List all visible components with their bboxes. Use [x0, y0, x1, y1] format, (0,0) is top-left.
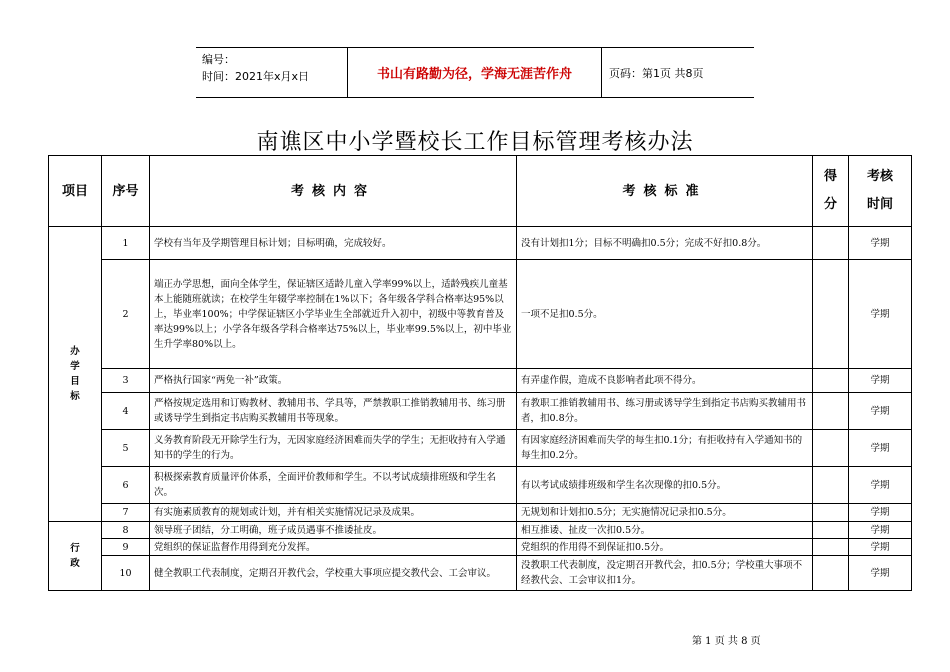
table-row: [49, 539, 912, 556]
row-content: 端正办学思想，面向全体学生，保证辖区适龄儿童入学率99%以上，适龄残疾儿童基本上能随班就读；在校学生年辍学率控制在1%以下；各年级各学科合格率达95%以上，毕业率100%；中学保证辖区小学毕业生全部就近升入初中，初级中等教育普及率达99%以上；小学各年级各学科合格率达75%以上，毕业率99.5%以上，初中毕业生升学率80%以上。: [150, 260, 517, 369]
header-time-label: 时间：2021年x月x日: [202, 70, 310, 83]
row-time: 学期: [849, 467, 912, 504]
row-score: [813, 430, 849, 467]
row-standard: 党组织的作用得不到保证扣0.5分。: [517, 539, 813, 556]
row-number: 1: [102, 227, 150, 260]
header-time-line: 时间: [866, 197, 893, 212]
row-time: 学期: [849, 539, 912, 556]
category-cell: [49, 522, 102, 591]
row-score: [813, 393, 849, 430]
row-standard: 有教职工推销教辅用书、练习册或诱导学生到指定书店购买教辅用书者，扣0.8分。: [517, 393, 813, 430]
row-time: 学期: [849, 556, 912, 591]
row-time: 学期: [849, 393, 912, 430]
row-standard: 有弄虚作假，造成不良影响者此项不得分。: [517, 369, 813, 393]
row-time: 学期: [849, 522, 912, 539]
row-standard: 相互推诿、扯皮一次扣0.5分。: [517, 522, 813, 539]
row-content: 领导班子团结，分工明确，班子成员遇事不推诿扯皮。: [150, 522, 517, 539]
row-number: 3: [102, 369, 150, 393]
header-meta: [202, 51, 309, 85]
row-content: 义务教育阶段无开除学生行为，无因家庭经济困难而失学的学生；无拒收持有入学通知书的学生的行为。: [150, 430, 517, 467]
row-number: 9: [102, 539, 150, 556]
row-number: 4: [102, 393, 150, 430]
table-row: [49, 369, 912, 393]
row-standard: 无规划和计划扣0.5分；无实施情况记录扣0.5分。: [517, 504, 813, 522]
assessment-table: [48, 155, 912, 591]
row-score: [813, 522, 849, 539]
table-row: [49, 504, 912, 522]
header-standard: 考核标准: [517, 156, 813, 227]
header-page-label: 页码：第1页 共8页: [609, 67, 704, 80]
category-char: 行: [70, 543, 80, 554]
header-category: 项目: [49, 156, 102, 227]
row-standard: 没有计划扣1分；目标不明确扣0.5分；完成不好扣0.8分。: [517, 227, 813, 260]
table-row: [49, 430, 912, 467]
header-content: 考核内容: [150, 156, 517, 227]
document-header: [196, 47, 754, 98]
header-time: [849, 156, 912, 227]
category-char: 标: [70, 391, 80, 402]
table-row: [49, 556, 912, 591]
row-score: [813, 467, 849, 504]
table-header-row: [49, 156, 912, 227]
header-number: 序号: [102, 156, 150, 227]
row-number: 6: [102, 467, 150, 504]
category-cell: [49, 227, 102, 522]
row-score: [813, 260, 849, 369]
row-number: 8: [102, 522, 150, 539]
table-row: [49, 227, 912, 260]
row-content: 党组织的保证监督作用得到充分发挥。: [150, 539, 517, 556]
row-content: 健全教职工代表制度，定期召开教代会，学校重大事项应提交教代会、工会审议。: [150, 556, 517, 591]
row-number: 7: [102, 504, 150, 522]
row-standard: 有以考试成绩排班级和学生名次现像的扣0.5分。: [517, 467, 813, 504]
row-content: 学校有当年及学期管理目标计划；目标明确，完成较好。: [150, 227, 517, 260]
header-divider: [601, 48, 602, 97]
row-score: [813, 227, 849, 260]
header-score-line: 得: [823, 169, 837, 184]
category-char: 目: [70, 376, 80, 387]
header-score-line: 分: [823, 197, 837, 212]
header-score: [813, 156, 849, 227]
row-time: 学期: [849, 260, 912, 369]
table-row: [49, 522, 912, 539]
category-char: 办: [70, 346, 80, 357]
table-row: [49, 260, 912, 369]
table-row: [49, 393, 912, 430]
header-number-label: 编号：: [202, 53, 235, 66]
document-title: 南谯区中小学暨校长工作目标管理考核办法: [256, 130, 694, 155]
row-content: 有实施素质教育的规划或计划，并有相关实施情况记录及成果。: [150, 504, 517, 522]
row-content: 严格执行国家“两免一补”政策。: [150, 369, 517, 393]
row-number: 5: [102, 430, 150, 467]
row-standard: 一项不足扣0.5分。: [517, 260, 813, 369]
row-content: 积极探索教育质量评价体系，全面评价教师和学生。不以考试成绩排班级和学生名次。: [150, 467, 517, 504]
category-char: 学: [70, 361, 80, 372]
row-score: [813, 539, 849, 556]
row-time: 学期: [849, 430, 912, 467]
row-time: 学期: [849, 504, 912, 522]
header-time-line: 考核: [866, 169, 893, 184]
row-time: 学期: [849, 369, 912, 393]
row-score: [813, 556, 849, 591]
row-standard: 没教职工代表制度，没定期召开教代会，扣0.5分；学校重大事项不经教代会、工会审议扣1分。: [517, 556, 813, 591]
row-time: 学期: [849, 227, 912, 260]
row-score: [813, 369, 849, 393]
row-number: 2: [102, 260, 150, 369]
row-number: 10: [102, 556, 150, 591]
row-score: [813, 504, 849, 522]
row-standard: 有因家庭经济困难而失学的每生扣0.1分；有拒收持有入学通知书的每生扣0.2分。: [517, 430, 813, 467]
page-footer: 第 1 页 共 8 页: [692, 636, 761, 647]
table-row: [49, 467, 912, 504]
header-motto: 书山有路勤为径，学海无涯苦作舟: [376, 67, 572, 82]
row-content: 严格按规定选用和订购教材、教辅用书、学具等，严禁教职工推销教辅用书、练习册或诱导学生到指定书店购买教辅用书等现象。: [150, 393, 517, 430]
category-char: 政: [70, 558, 80, 569]
